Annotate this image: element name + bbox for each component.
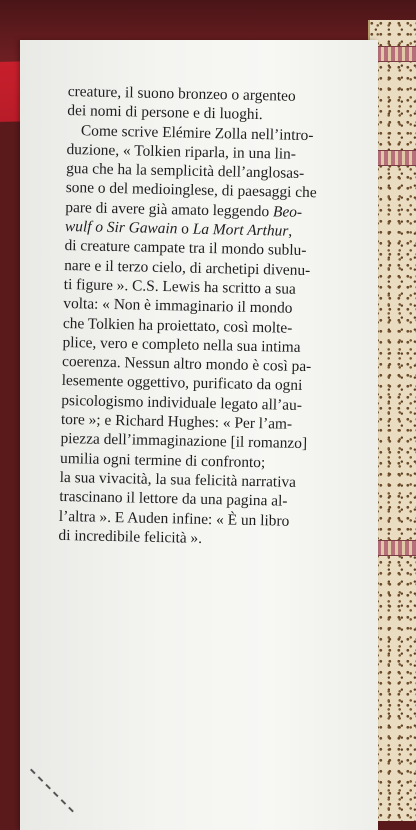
flap-text	[58, 82, 348, 551]
text-line: lesemente oggettivo, purificato da ogni	[61, 372, 303, 395]
text-line: umilia ogni termine di confronto;	[59, 449, 266, 471]
text-line: di incredibile felicità ».	[58, 526, 203, 547]
italic-title: wulf o	[64, 218, 108, 236]
text-line: plice, vero e completo nella sua intima	[62, 333, 301, 356]
text-line: Come scrive Elémire Zolla nell’intro-	[80, 121, 314, 144]
text-line: tore »; e Richard Hughes: « Per l’am-	[60, 410, 293, 433]
text-line: duzione, « Tolkien riparla, in una lin-	[66, 140, 297, 163]
text-line: piezza dell’immaginazione [il romanzo]	[60, 430, 308, 453]
text-line: coerenza. Nessun altro mondo è così pa-	[61, 353, 312, 376]
italic-title: La Mort Arthur	[192, 220, 289, 240]
text-line: gua che ha la semplicità dell’anglosas-	[66, 160, 305, 183]
text-line: la sua vivacità, la sua felicità narrativa	[59, 468, 297, 491]
text-line: che Tolkien ha proiettato, così molte-	[62, 314, 293, 337]
text-line: nare e il terzo cielo, di archetipi divenu-	[63, 256, 311, 279]
text-line: pare di avere già amato leggendo Beo-	[65, 198, 303, 221]
text-line: di creature campate tra il mondo sublu-	[64, 237, 307, 260]
text-line: trascinano il lettore da una pagina al-	[59, 488, 288, 510]
text-line: sone o del medioinglese, di paesaggi che	[65, 179, 317, 202]
italic-title: Beo-	[272, 203, 303, 221]
text-line: dei nomi di persone e di luoghi.	[67, 102, 263, 124]
text-line: l’altra ». E Auden infine: « È un libro	[58, 507, 290, 530]
text-line: wulf o Sir Gawain o La Mort Arthur,	[64, 218, 293, 240]
text-line: volta: « Non è immaginario il mondo	[63, 295, 293, 318]
text-line: creature, il suono bronzeo o argenteo	[67, 82, 296, 105]
italic-title: Sir Gawain	[106, 218, 178, 238]
text-line: ti figure ». C.S. Lewis ha scritto a sua	[63, 275, 296, 298]
text-line: psicologismo individuale legato all’au-	[61, 391, 303, 414]
